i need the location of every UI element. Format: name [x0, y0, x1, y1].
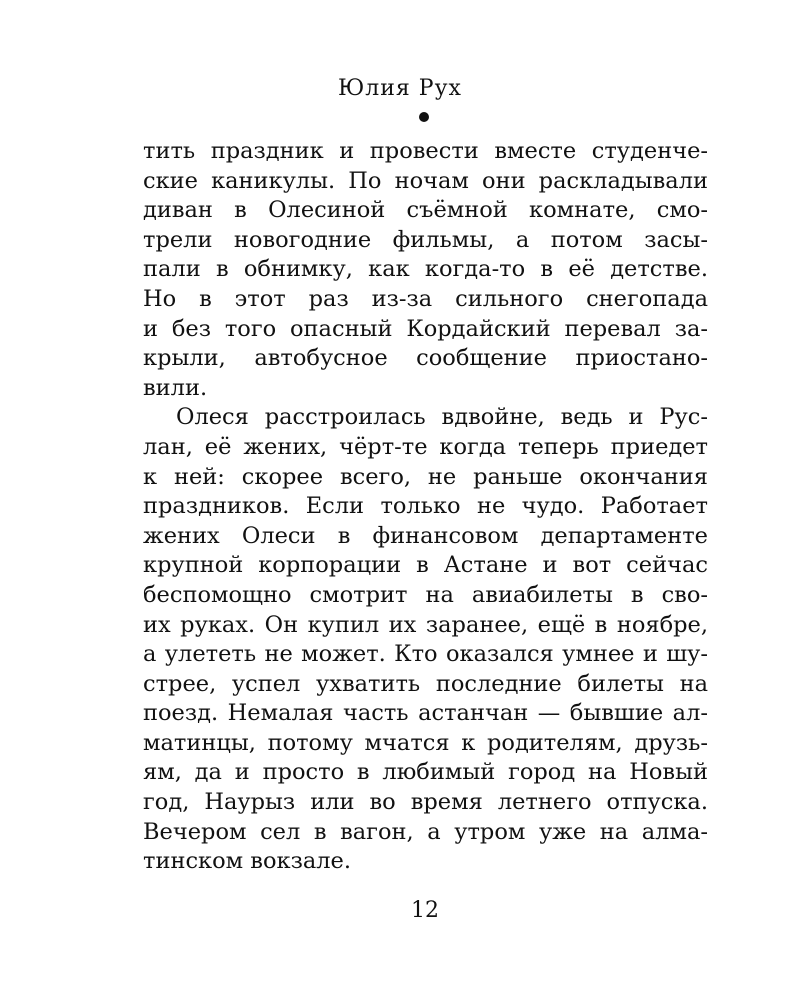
text-line: Олеся расстроилась вдвойне, ведь и Рус- [176, 404, 708, 431]
text-line: и без того опасный Кордайский перевал за- [143, 315, 708, 342]
text-line: Вечером сел в вагон, а утром уже на алма- [143, 818, 708, 845]
text-line: беспомощно смотрит на авиабилеты в сво- [143, 581, 708, 608]
text-line: лан, её жених, чёрт-те когда теперь приедет [143, 433, 708, 460]
text-line: диван в Олесиной съёмной комнате, смо- [143, 197, 708, 224]
text-line: тить праздник и провести вместе студенче- [143, 138, 708, 164]
paragraph-2 [143, 403, 708, 877]
text-line: матинцы, потому мчатся к родителям, друзь- [143, 729, 708, 756]
text-line: а улететь не может. Кто оказался умнее и шу- [143, 641, 708, 668]
text-line: трели новогодние фильмы, а потом засы- [143, 226, 708, 253]
text-line: жених Олеси в финансовом департаменте [143, 522, 708, 549]
text-line: вили. [143, 374, 208, 401]
text-line: тинском вокзале. [143, 848, 352, 875]
text-line: поезд. Немалая часть астанчан — бывшие ал- [143, 700, 708, 727]
text-line: стрее, успел ухватить последние билеты на [143, 670, 708, 697]
text-line: крупной корпорации в Астане и вот сейчас [143, 552, 708, 579]
text-line: ям, да и просто в любимый город на Новый [143, 759, 708, 786]
text-line: крыли, автобусное сообщение приостано- [143, 345, 708, 372]
text-line: к ней: скорее всего, не раньше окончания [143, 463, 708, 490]
text-line: праздников. Если только не чудо. Работает [143, 493, 708, 520]
text-line: их руках. Он купил их заранее, ещё в ноябре, [143, 611, 708, 638]
body-text [143, 137, 708, 877]
text-line: ские каникулы. По ночам они раскладывали [143, 167, 708, 194]
text-line: год, Наурыз или во время летнего отпуска. [143, 789, 708, 816]
page-number: 12 [411, 898, 439, 923]
bullet-dot-icon [419, 112, 429, 122]
running-head-author: Юлия Рух [338, 76, 462, 101]
text-line: Но в этот раз из-за сильного снегопада [143, 285, 708, 312]
text-line: пали в обнимку, как когда-то в её детстве. [143, 256, 708, 283]
paragraph-1 [143, 137, 708, 403]
